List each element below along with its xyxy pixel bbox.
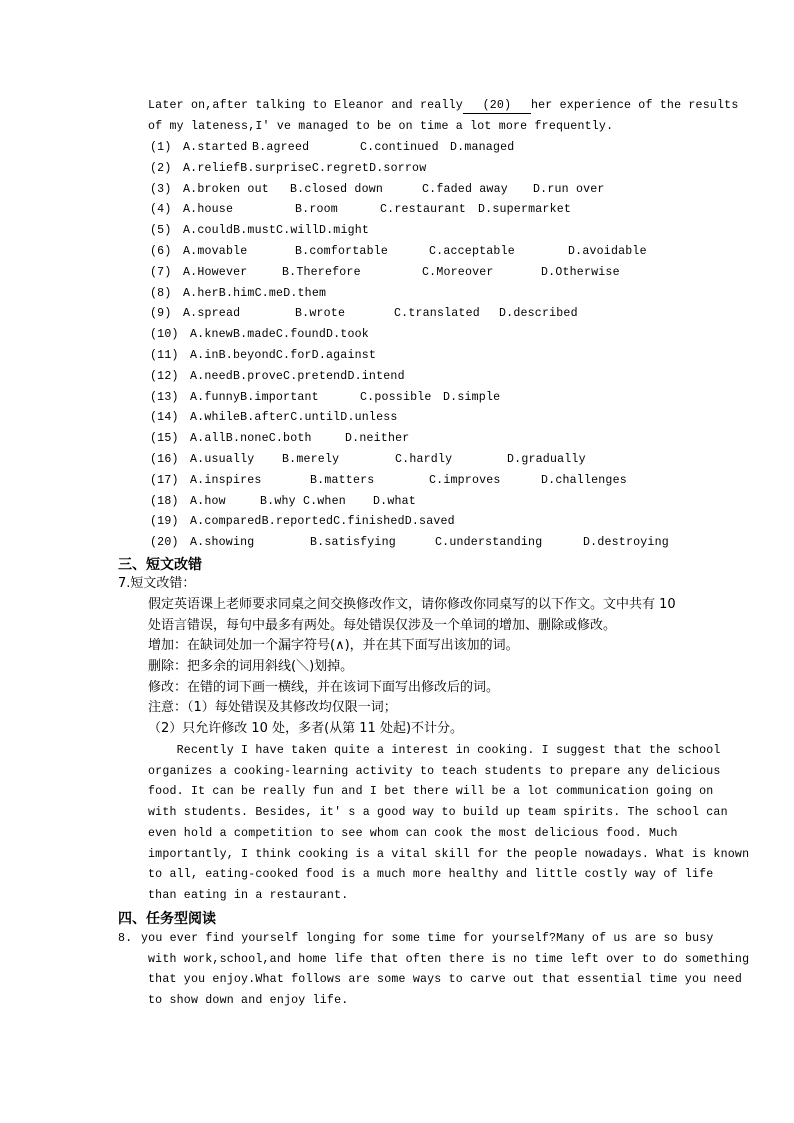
instruction-line: 修改：在错的词下画一横线，并在该词下面写出修改后的词。 bbox=[148, 680, 500, 695]
question-number: (10) bbox=[150, 328, 179, 342]
option-d[interactable]: D.simple bbox=[443, 390, 501, 404]
option-row bbox=[150, 244, 710, 260]
option-d[interactable]: D.Otherwise bbox=[541, 265, 620, 279]
option-d[interactable]: D.gradually bbox=[507, 453, 586, 466]
option-d[interactable]: D.managed bbox=[450, 141, 515, 154]
option-a[interactable]: A.started bbox=[183, 141, 248, 154]
reading-line: you ever find yourself longing for some time for yourself?Many of us are so busy bbox=[141, 932, 714, 945]
passage-line-2: of my lateness,I' ve managed to be on time a lot more frequently. bbox=[148, 120, 614, 133]
question-number: (12) bbox=[150, 369, 179, 383]
option-c[interactable]: C.continued bbox=[360, 141, 439, 154]
option-row bbox=[150, 390, 710, 406]
option-a[interactable]: A.usually bbox=[190, 453, 255, 466]
question-number: (19) bbox=[150, 515, 179, 529]
option-row bbox=[150, 410, 710, 426]
essay-line: Recently I have taken quite a interest in cooking. I suggest that the school bbox=[148, 744, 721, 757]
option-c[interactable]: C.acceptable bbox=[429, 245, 515, 258]
option-c[interactable]: C.possible bbox=[360, 390, 432, 404]
question-number: (3) bbox=[150, 182, 172, 196]
essay-line: than eating in a restaurant. bbox=[148, 888, 349, 902]
option-row bbox=[150, 327, 710, 343]
instruction-line: 假定英语课上老师要求同桌之间交换修改作文，请你修改你同桌写的以下作文。文中共有 10 bbox=[148, 597, 676, 612]
question-number: (5) bbox=[150, 224, 172, 238]
question-number: (14) bbox=[150, 411, 179, 425]
instruction-line: （2）只允许修改 10 处，多者(从第 11 处起)不计分。 bbox=[148, 721, 464, 736]
section-heading-error-correction: 三、短文改错 bbox=[118, 557, 202, 573]
question-8-number: 8. bbox=[118, 932, 133, 945]
instruction-line: 删除：把多余的词用斜线(＼)划掉。 bbox=[148, 659, 354, 674]
option-a[interactable]: A.herB.himC.meD.them bbox=[183, 286, 327, 300]
option-a[interactable]: A.needB.proveC.pretendD.intend bbox=[190, 369, 405, 383]
option-a[interactable]: A.comparedB.reportedC.finishedD.saved bbox=[190, 515, 455, 529]
option-d[interactable]: D.neither bbox=[345, 432, 410, 446]
option-row bbox=[150, 535, 710, 551]
question-number: (4) bbox=[150, 203, 172, 217]
option-d[interactable]: D.destroying bbox=[583, 536, 669, 550]
option-d[interactable]: D.supermarket bbox=[478, 203, 572, 217]
option-d[interactable]: D.avoidable bbox=[568, 245, 647, 258]
essay-line: food. It can be really fun and I bet there will be a lot communication going on bbox=[148, 785, 714, 799]
option-b[interactable]: B.Therefore bbox=[282, 265, 361, 279]
reading-line: that you enjoy.What follows are some ways to carve out that essential time you need bbox=[148, 973, 743, 987]
option-a[interactable]: A.spread bbox=[183, 307, 241, 321]
reading-line: with work,school,and home life that often there is no time left over to do something bbox=[148, 952, 750, 966]
option-d[interactable]: D.what bbox=[373, 494, 416, 508]
option-a[interactable]: A.broken out bbox=[183, 182, 269, 196]
option-b[interactable]: B.comfortable bbox=[295, 245, 389, 258]
instruction-line: 增加：在缺词处加一个漏字符号(∧)，并在其下面写出该加的词。 bbox=[148, 638, 519, 653]
question-number: (16) bbox=[150, 453, 179, 466]
passage-text: Later on,after talking to Eleanor and really bbox=[148, 99, 463, 112]
passage-line-1 bbox=[148, 98, 739, 114]
option-c[interactable]: C.hardly bbox=[395, 453, 453, 466]
question-number: (15) bbox=[150, 432, 179, 446]
option-row bbox=[150, 286, 710, 302]
option-a[interactable]: A.However bbox=[183, 265, 248, 279]
option-a[interactable]: A.knewB.madeC.foundD.took bbox=[190, 328, 369, 342]
option-a[interactable]: A.allB.noneC.both bbox=[190, 432, 312, 446]
option-c[interactable]: C.improves bbox=[429, 473, 501, 487]
question-number: (20) bbox=[150, 536, 179, 550]
essay-line: importantly, I think cooking is a vital skill for the people nowadays. What is known bbox=[148, 847, 750, 861]
option-row bbox=[150, 202, 710, 218]
essay-line: even hold a competition to see whom can cook the most delicious food. Much bbox=[148, 826, 678, 840]
option-c[interactable]: C.translated bbox=[394, 307, 480, 321]
option-a[interactable]: A.funnyB.important bbox=[190, 390, 319, 404]
option-c[interactable]: C.understanding bbox=[435, 536, 543, 550]
option-row bbox=[150, 161, 710, 177]
option-b[interactable]: B.why C.when bbox=[260, 494, 346, 508]
question-number: (9) bbox=[150, 307, 172, 321]
option-b[interactable]: B.room bbox=[295, 203, 338, 217]
option-row bbox=[150, 369, 710, 385]
passage-text: her experience of the results bbox=[530, 99, 739, 112]
option-a[interactable]: A.whileB.afterC.untilD.unless bbox=[190, 411, 398, 425]
question-number: (2) bbox=[150, 161, 172, 175]
question-number: (8) bbox=[150, 286, 172, 300]
option-d[interactable]: D.run over bbox=[533, 182, 605, 196]
option-b[interactable]: B.wrote bbox=[295, 307, 346, 321]
question-number: (7) bbox=[150, 265, 172, 279]
option-row bbox=[150, 223, 710, 239]
essay-line: organizes a cooking-learning activity to teach students to prepare any delicious bbox=[148, 764, 721, 778]
option-c[interactable]: C.faded away bbox=[422, 182, 508, 196]
option-b[interactable]: B.agreed bbox=[252, 141, 310, 154]
instruction-line: 注意：（1）每处错误及其修改均仅限一词； bbox=[148, 700, 397, 715]
option-a[interactable]: A.inspires bbox=[190, 473, 262, 487]
option-row bbox=[150, 265, 710, 281]
question-number: (1) bbox=[150, 141, 172, 154]
option-row bbox=[150, 473, 710, 489]
option-a[interactable]: A.reliefB.surpriseC.regretD.sorrow bbox=[183, 161, 427, 175]
question-number: (17) bbox=[150, 473, 179, 487]
option-c[interactable]: C.restaurant bbox=[380, 203, 466, 217]
option-row bbox=[150, 452, 710, 468]
option-row bbox=[150, 431, 710, 447]
option-a[interactable]: A.inB.beyondC.forD.against bbox=[190, 349, 377, 362]
essay-line: with students. Besides, it' s a good way to build up team spirits. The school can bbox=[148, 806, 728, 820]
option-a[interactable]: A.couldB.mustC.willD.might bbox=[183, 224, 370, 238]
option-row bbox=[150, 306, 710, 322]
option-row bbox=[150, 182, 710, 198]
option-b[interactable]: B.matters bbox=[310, 473, 375, 487]
option-d[interactable]: D.described bbox=[499, 307, 578, 321]
option-row bbox=[150, 140, 710, 156]
reading-line: to show down and enjoy life. bbox=[148, 994, 349, 1008]
option-b[interactable]: B.closed down bbox=[290, 182, 384, 196]
option-a[interactable]: A.movable bbox=[183, 245, 248, 258]
option-c[interactable]: C.Moreover bbox=[422, 265, 494, 279]
question-7-label: 7.短文改错： bbox=[118, 576, 196, 591]
essay-line: to all, eating-cooked food is a much more healthy and little costly way of life bbox=[148, 868, 714, 882]
question-number: (13) bbox=[150, 390, 179, 404]
instruction-line: 处语言错误，每句中最多有两处。每处错误仅涉及一个单词的增加、删除或修改。 bbox=[148, 618, 617, 633]
question-number: (11) bbox=[150, 349, 179, 362]
option-row bbox=[150, 348, 710, 364]
section-heading-task-reading: 四、任务型阅读 bbox=[118, 911, 216, 927]
option-row bbox=[150, 494, 710, 510]
option-b[interactable]: B.merely bbox=[282, 453, 340, 466]
option-a[interactable]: A.house bbox=[183, 203, 234, 217]
question-number: (18) bbox=[150, 494, 179, 508]
option-a[interactable]: A.how bbox=[190, 494, 226, 508]
answer-blank-20[interactable]: (20) bbox=[463, 99, 531, 114]
option-d[interactable]: D.challenges bbox=[541, 473, 627, 487]
option-row bbox=[150, 514, 710, 530]
option-a[interactable]: A.showing bbox=[190, 536, 255, 550]
question-number: (6) bbox=[150, 245, 172, 258]
option-b[interactable]: B.satisfying bbox=[310, 536, 396, 550]
